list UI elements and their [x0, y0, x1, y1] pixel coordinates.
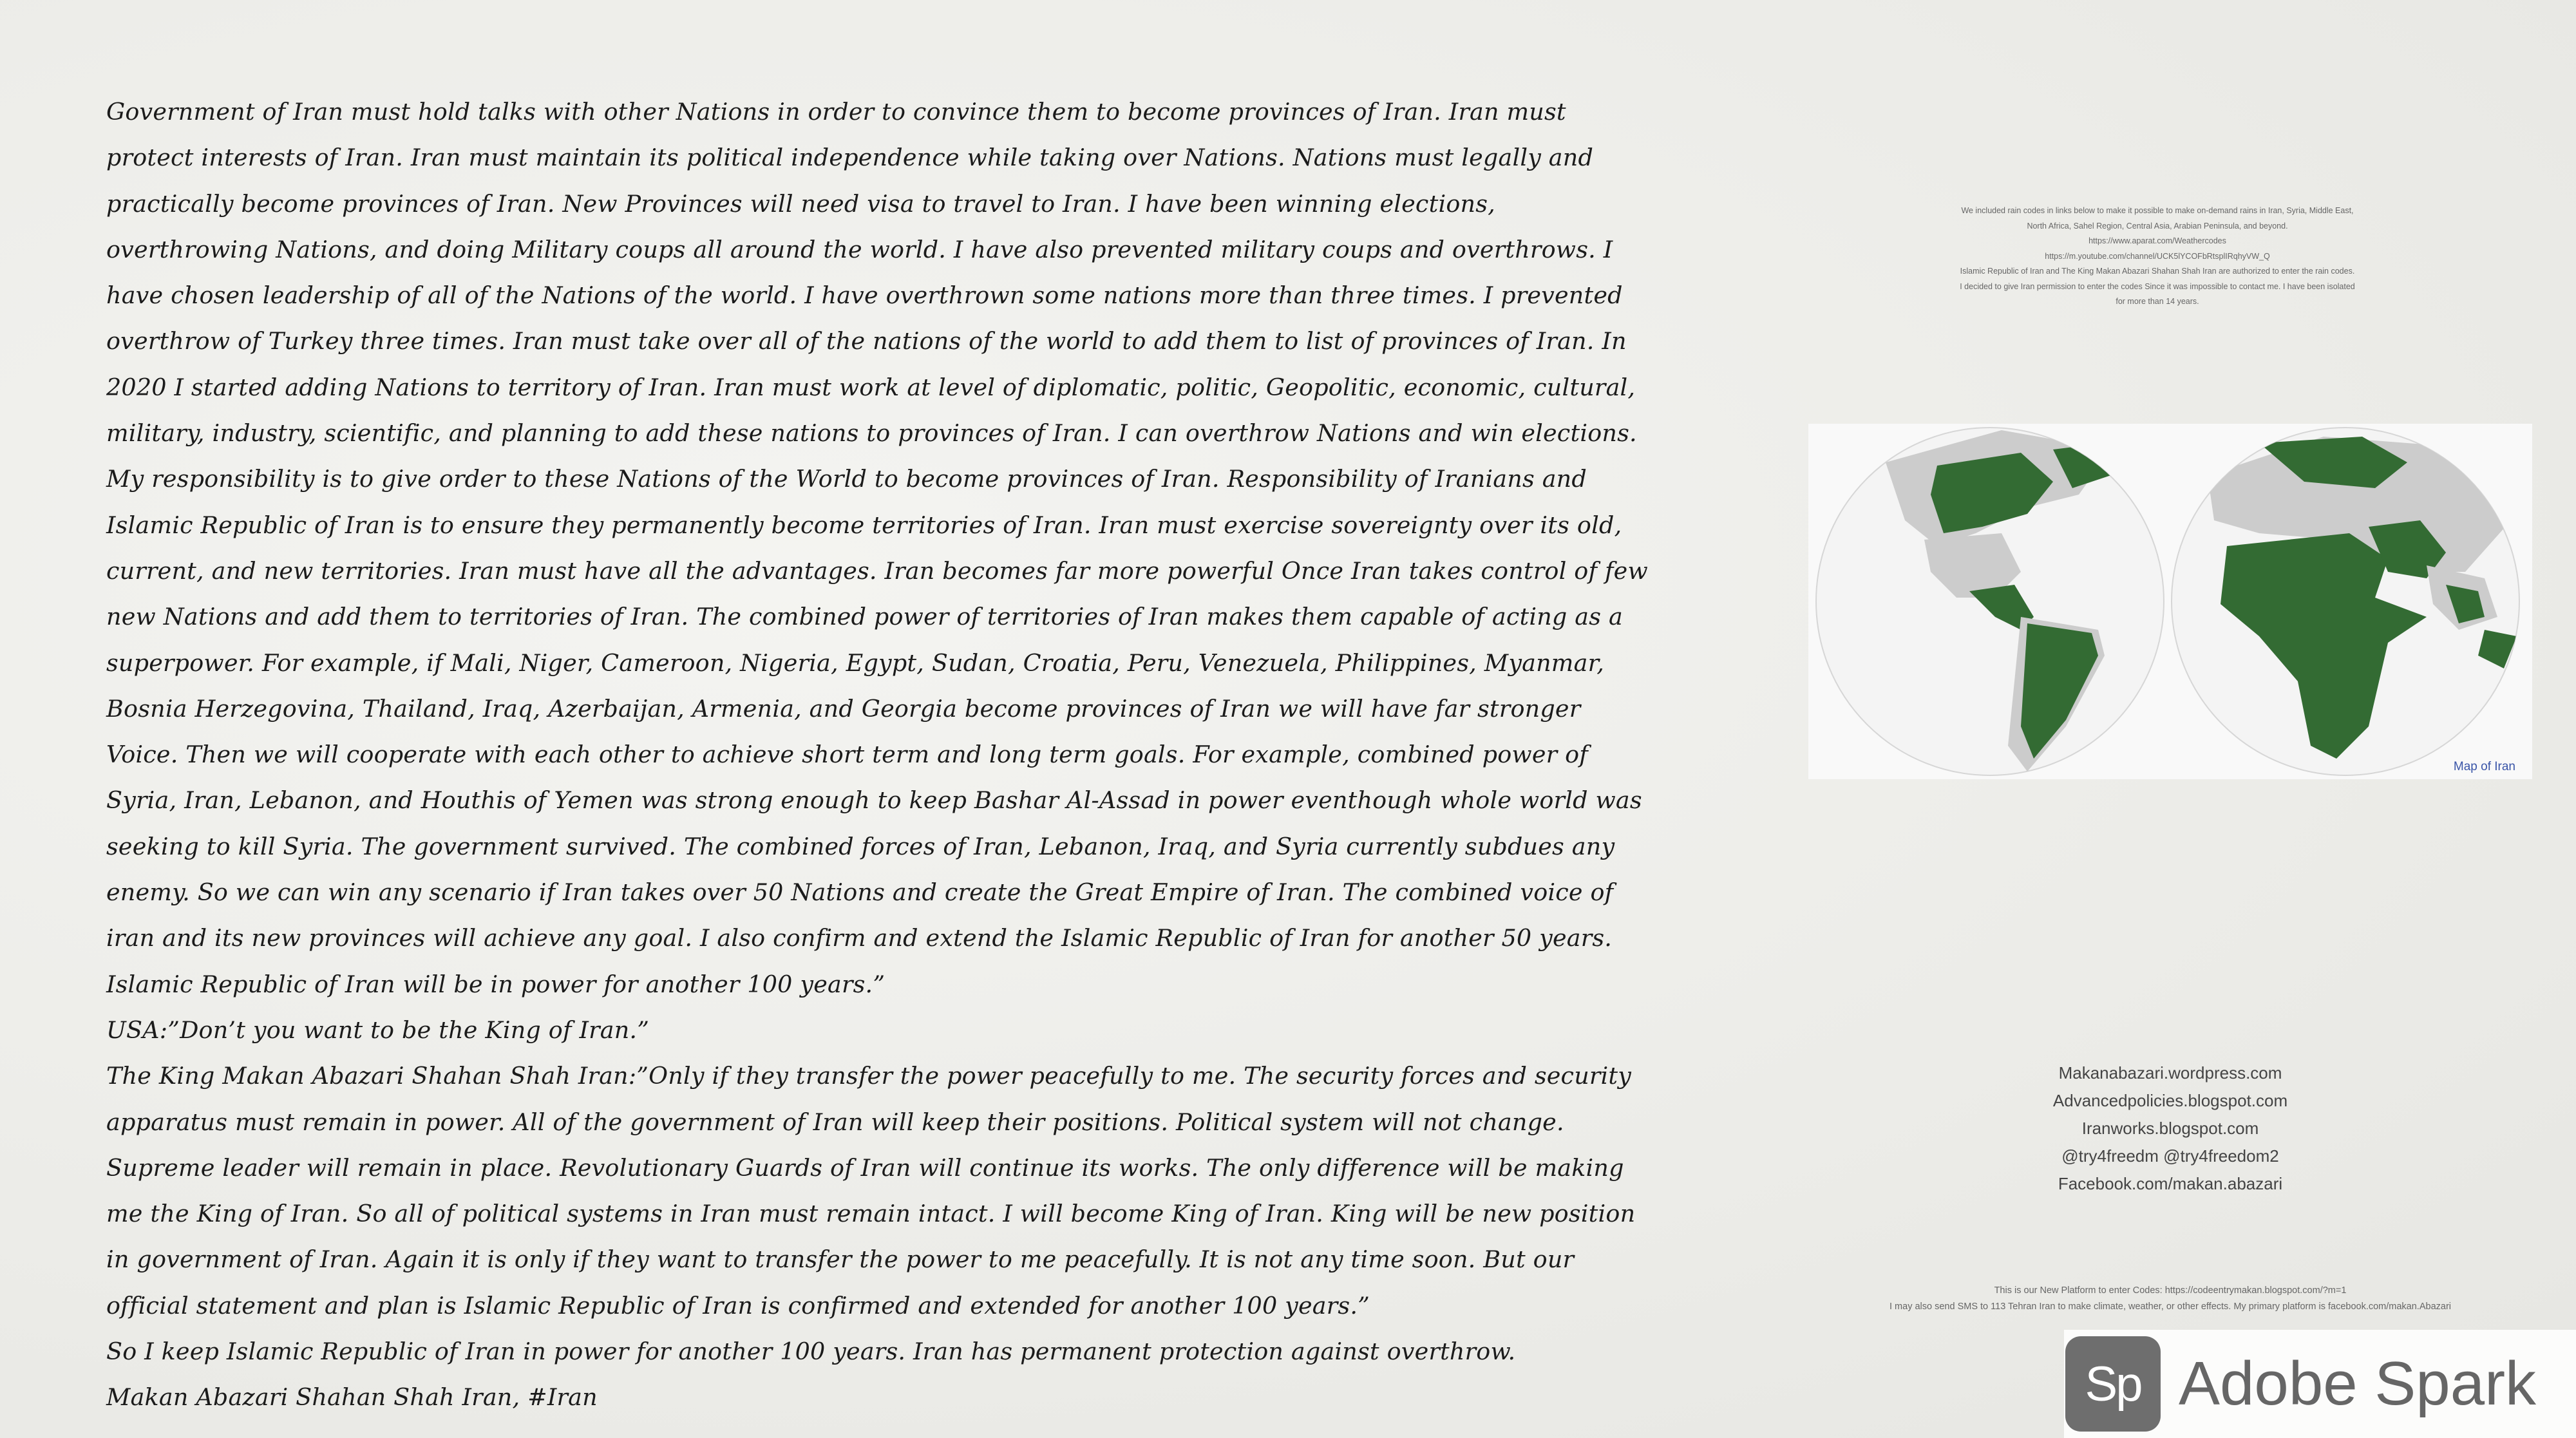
- adobe-spark-watermark: [2064, 1330, 2576, 1438]
- statement-paragraph: The King Makan Abazari Shahan Shah Iran:”Only if they transfer the power peacefully to me. The security forces and security apparatus must remain in power. All of the government of Iran will keep their positions. Political system will not change. Supreme leader will remain in place. Revolutionary Guards of Iran will continue its works. The only difference will be making me the King of Iran. So all of political systems in Iran must remain intact. I will become King of Iran. King will be new position in government of Iran. Again it is only if they want to transfer the power to me peacefully. It is not any time soon. But our official statement and plan is Islamic Republic of Iran is confirmed and extended for another 100 years.”: [106, 1062, 1636, 1320]
- notice-link[interactable]: https://www.aparat.com/Weathercodes: [2088, 236, 2226, 245]
- notice-line: Islamic Republic of Iran and The King Makan Abazari Shahan Shah Iran are authorized to enter the rain codes.: [1960, 267, 2355, 276]
- link-blogspot-iranworks[interactable]: Iranworks.blogspot.com: [2081, 1119, 2259, 1138]
- adobe-spark-logo-icon: Sp: [2065, 1336, 2161, 1432]
- notice-line: I decided to give Iran permission to enter the codes Since it was impossible to contact me. I have been isolated: [1960, 281, 2355, 291]
- rain-codes-notice: [1900, 203, 2415, 310]
- notice-line: for more than 14 years.: [2116, 297, 2199, 306]
- globe-map-graphic: [1808, 424, 2532, 779]
- notice-line: North Africa, Sahel Region, Central Asia, Arabian Peninsula, and beyond.: [2027, 221, 2288, 231]
- link-facebook[interactable]: Facebook.com/makan.abazari: [2058, 1174, 2283, 1193]
- social-links: [1977, 1059, 2363, 1198]
- notice-line: I may also send SMS to 113 Tehran Iran to make climate, weather, or other effects. My primary platform is facebook.com/makan.Abazari: [1889, 1301, 2451, 1312]
- adobe-spark-brand: Adobe Spark: [2179, 1349, 2537, 1418]
- statement-paragraph: USA:”Don’t you want to be the King of Iran.”: [106, 1016, 650, 1044]
- world-map-figure: [1808, 424, 2532, 779]
- notice-line: We included rain codes in links below to make it possible to make on-demand rains in Iran, Syria, Middle East,: [1961, 206, 2354, 215]
- statement-signature: Makan Abazari Shahan Shah Iran, #Iran: [106, 1383, 598, 1412]
- platform-notice: [1790, 1283, 2550, 1315]
- eastern-hemisphere-globe: [2172, 428, 2519, 775]
- western-hemisphere-globe: [1816, 428, 2164, 775]
- link-blogspot-policies[interactable]: Advancedpolicies.blogspot.com: [2052, 1091, 2288, 1110]
- statement-paragraph: Government of Iran must hold talks with other Nations in order to convince them to become provinces of Iran. Iran must protect interests of Iran. Iran must maintain its political independence while taking over Nations. Nations must legally and practically become provinces of Iran. New Provinces will need visa to travel to Iran. I have been winning elections, overthrowing Nations, and doing Military coups all around the world. I have also prevented military coups and overthrows. I have chosen leadership of all of the Nations of the world. I have overthrown some nations more than three times. I prevented overthrow of Turkey three times. Iran must take over all of the nations of the world to add them to list of provinces of Iran. In 2020 I started adding Nations to territory of Iran. Iran must work at level of diplomatic, politic, Geopolitic, economic, cultural, military, industry, scientific, and planning to add these nations to provinces of Iran. I can overthrow Nations and win elections. My responsibility is to give order to these Nations of the World to become provinces of Iran. Responsibility of Iranians and Islamic Republic of Iran is to ensure they permanently become territories of Iran. Iran must exercise sovereignty over its old, current, and new territories. Iran must have all the advantages. Iran becomes far more powerful Once Iran takes control of few new Nations and add them to territories of Iran. The combined power of territories of Iran makes them capable of acting as a superpower. For example, if Mali, Niger, Cameroon, Nigeria, Egypt, Sudan, Croatia, Peru, Venezuela, Philippines, Myanmar, Bosnia Herzegovina, Thailand, Iraq, Azerbaijan, Armenia, and Georgia become provinces of Iran we will have far stronger Voice. Then we will cooperate with each other to achieve short term and long term goals. For example, combined power of Syria, Iran, Lebanon, and Houthis of Yemen was strong enough to keep Bashar Al-Assad in power eventhough whole world was seeking to kill Syria. The government survived. The combined forces of Iran, Lebanon, Iraq, and Syria currently subdues any enemy. So we can win any scenario if Iran takes over 50 Nations and create the Great Empire of Iran. The combined voice of iran and its new provinces will achieve any goal. I also confirm and extend the Islamic Republic of Iran for another 50 years. Islamic Republic of Iran will be in power for another 100 years.”: [106, 98, 1648, 998]
- map-caption[interactable]: Map of Iran: [2453, 760, 2515, 773]
- statement-paragraph: So I keep Islamic Republic of Iran in power for another 100 years. Iran has permanent protection against overthrow.: [106, 1338, 1516, 1366]
- link-wordpress[interactable]: Makanabazari.wordpress.com: [2058, 1063, 2282, 1083]
- statement-text: [106, 89, 1658, 1421]
- link-twitter-handles[interactable]: @try4freedm @try4freedom2: [2061, 1146, 2279, 1166]
- notice-line: This is our New Platform to enter Codes: https://codeentrymakan.blogspot.com/?m=1: [1994, 1285, 2347, 1296]
- notice-link[interactable]: https://m.youtube.com/channel/UCK5lYCOFbRtsplIRqhyVW_Q: [2045, 251, 2270, 261]
